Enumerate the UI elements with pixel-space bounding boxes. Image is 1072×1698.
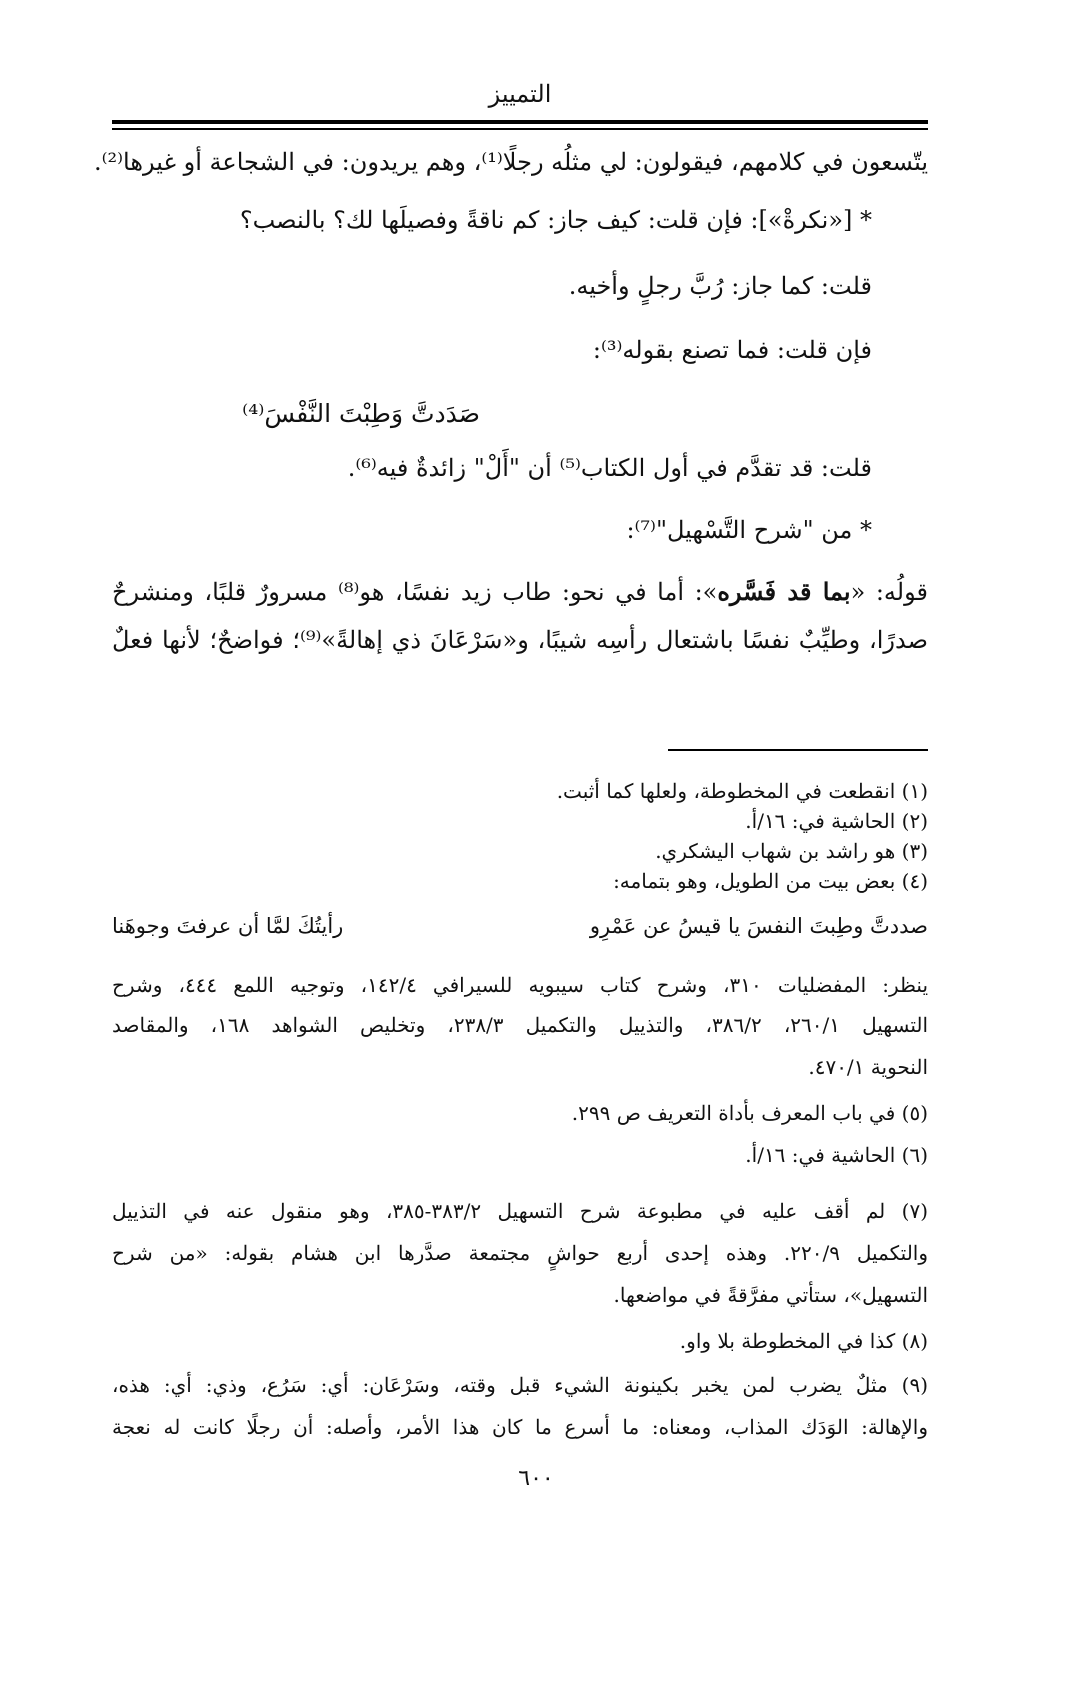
header-rule-thin (112, 128, 928, 130)
footnote-7-line-1: (٧) لم أقف عليه في مطبوعة شرح التسهيل ٣٨٣/٢-٣٨٥، وهو منقول عنه في التذييل (112, 1199, 928, 1223)
body-line-6: قلت: قد تقدَّم في أول الكتاب⁽⁵⁾ أن "أَلْ" زائدةٌ فيه⁽⁶⁾. (347, 454, 872, 482)
body-line-1: يتّسعون في كلامهم، فيقولون: لي مثلُه رجلًا⁽¹⁾، وهم يريدون: في الشجاعة أو غيرها⁽²⁾. (93, 148, 928, 176)
footnote-9-line-2: والإهالة: الوَدَك المذاب، ومعناه: ما أسرع ما كان هذا الأمر، وأصله: أن رجلًا كانت له نعجة (112, 1415, 928, 1439)
footnote-6: (٦) الحاشية في: ١٦/أ. (745, 1143, 928, 1167)
body-line-8-suffix: »: أما في نحو: طاب زيد نفسًا، هو⁽⁸⁾ مسرورٌ قلبًا، ومنشرحٌ (112, 578, 718, 606)
footnote-7-line-3: التسهيل»، ستأتي مفرَّقةً في مواضعها. (613, 1283, 928, 1307)
header-rule-thick (112, 120, 928, 124)
running-header: التمييز (488, 80, 552, 108)
body-line-8 (112, 576, 928, 608)
footnote-2: (٢) الحاشية في: ١٦/أ. (745, 809, 928, 833)
body-line-8-bold: بما قد فَسَّره (717, 577, 851, 606)
page-number: ٦٠٠ (518, 1466, 554, 1491)
footnote-4-ref-2: التسهيل ٢٦٠/١، ٣٨٦/٢، والتذييل والتكميل ٢٣٨/٣، وتخليص الشواهد ١٦٨، والمقاصد (112, 1013, 929, 1037)
verse-quote: صَدَدتَّ وَطِبْتَ النَّفْسَ⁽⁴⁾ (242, 399, 480, 428)
footnote-7-line-2: والتكميل ٢٢٠/٩. وهذه إحدى أربع حواشٍ مجتمعة صدَّرها ابن هشام بقوله: «من شرح (112, 1241, 928, 1265)
footnote-1: (١) انقطعت في المخطوطة، ولعلها كما أثبت. (556, 779, 928, 803)
body-line-4: فإن قلت: فما تصنع بقوله⁽³⁾: (592, 336, 872, 364)
footnote-4-ref-3: النحوية ٤٧٠/١. (808, 1055, 928, 1079)
footnote-verse-right: صددتَّ وطِبتَ النفسَ يا قيسُ عن عَمْرِو (589, 914, 928, 938)
body-line-2: * [«نكرةْ»]: فإن قلت: كيف جاز: كم ناقةً وفصيلَها لك؟ بالنصب؟ (239, 206, 872, 234)
body-line-9: صدرًا، وطيِّبٌ نفسًا باشتعال رأسِه شيبًا، و«سَرْعَانَ ذي إهالةً»⁽⁹⁾؛ فواضحٌ؛ لأنها فعلٌ (112, 626, 928, 654)
footnote-4-ref-1: ينظر: المفضليات ٣١٠، وشرح كتاب سيبويه للسيرافي ١٤٢/٤، وتوجيه اللمع ٤٤٤، وشرح (112, 973, 929, 997)
footnote-5: (٥) في باب المعرف بأداة التعريف ص ٢٩٩. (571, 1101, 928, 1125)
footnote-separator (668, 749, 928, 751)
body-line-7: * من "شرح التَّسْهيل"⁽⁷⁾: (626, 516, 872, 544)
body-line-3: قلت: كما جاز: رُبَّ رجلٍ وأخيه. (568, 272, 872, 300)
footnote-8: (٨) كذا في المخطوطة بلا واو. (679, 1329, 928, 1353)
body-line-8-prefix: قولُه: « (850, 578, 928, 606)
footnote-3: (٣) هو راشد بن شهاب اليشكري. (655, 839, 928, 863)
footnote-4: (٤) بعض بيت من الطويل، وهو بتمامه: (613, 869, 928, 893)
footnote-verse-left: رأيتُكَ لمَّا أن عرفتَ وجوهَنا (112, 914, 344, 938)
footnote-9-line-1: (٩) مثلٌ يضرب لمن يخبر بكينونة الشيء قبل وقته، وسَرْعَان: أي: سَرُع، وذي: أي: هذه، (112, 1373, 928, 1397)
